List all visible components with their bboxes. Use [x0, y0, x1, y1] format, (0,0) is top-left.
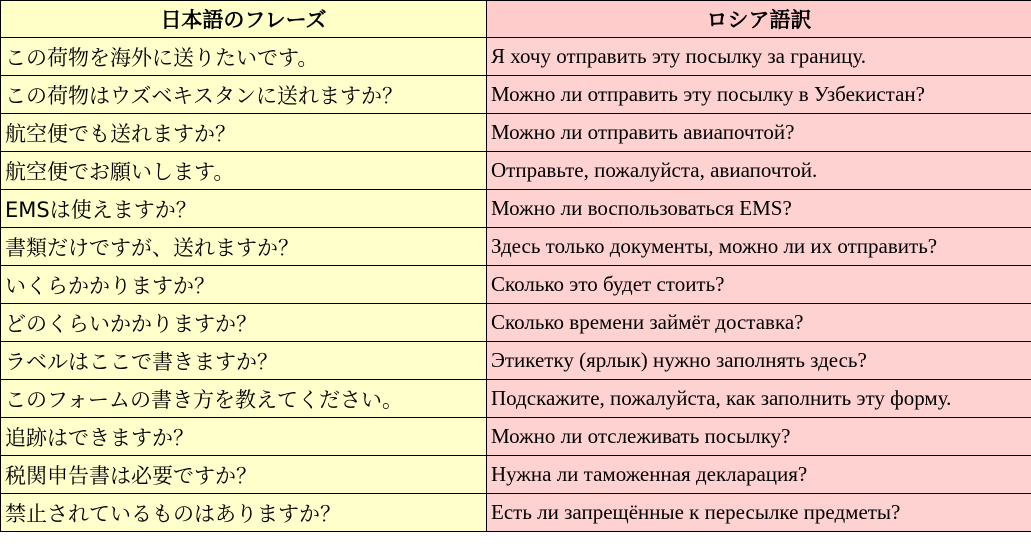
japanese-phrase-cell: 航空便でも送れますか？ [1, 114, 487, 152]
japanese-phrase-cell: いくらかかりますか？ [1, 266, 487, 304]
japanese-phrase-cell: この荷物はウズベキスタンに送れますか？ [1, 76, 487, 114]
table-row [1, 152, 1031, 190]
russian-translation-cell: Есть ли запрещённые к пересылке предметы? [487, 494, 1031, 532]
japanese-phrase-cell: 航空便でお願いします。 [1, 152, 487, 190]
table-row [1, 342, 1031, 380]
japanese-phrase-cell: 禁止されているものはありますか？ [1, 494, 487, 532]
table-body [1, 38, 1031, 532]
russian-translation-cell: Можно ли отслеживать посылку? [487, 418, 1031, 456]
header-japanese: 日本語のフレーズ [1, 1, 487, 38]
header-russian: ロシア語訳 [487, 1, 1031, 38]
table-row [1, 380, 1031, 418]
russian-translation-cell: Отправьте, пожалуйста, авиапочтой. [487, 152, 1031, 190]
russian-translation-cell: Сколько это будет стоить? [487, 266, 1031, 304]
russian-translation-cell: Я хочу отправить эту посылку за границу. [487, 38, 1031, 76]
japanese-phrase-cell: 追跡はできますか？ [1, 418, 487, 456]
table-row [1, 494, 1031, 532]
japanese-phrase-cell: 税関申告書は必要ですか？ [1, 456, 487, 494]
japanese-phrase-cell: このフォームの書き方を教えてください。 [1, 380, 487, 418]
japanese-phrase-cell: EMSは使えますか？ [1, 190, 487, 228]
japanese-phrase-cell: 書類だけですが、送れますか？ [1, 228, 487, 266]
table-row [1, 190, 1031, 228]
table-row [1, 266, 1031, 304]
japanese-phrase-cell: この荷物を海外に送りたいです。 [1, 38, 487, 76]
header-row [1, 1, 1031, 38]
russian-translation-cell: Можно ли отправить эту посылку в Узбекистан? [487, 76, 1031, 114]
table-row [1, 456, 1031, 494]
table-row [1, 38, 1031, 76]
japanese-phrase-cell: ラベルはここで書きますか？ [1, 342, 487, 380]
japanese-phrase-cell: どのくらいかかりますか？ [1, 304, 487, 342]
table-row [1, 114, 1031, 152]
table-row [1, 304, 1031, 342]
russian-translation-cell: Можно ли отправить авиапочтой? [487, 114, 1031, 152]
table-row [1, 418, 1031, 456]
table-row [1, 228, 1031, 266]
russian-translation-cell: Можно ли воспользоваться EMS? [487, 190, 1031, 228]
russian-translation-cell: Этикетку (ярлык) нужно заполнять здесь? [487, 342, 1031, 380]
russian-translation-cell: Нужна ли таможенная декларация? [487, 456, 1031, 494]
russian-translation-cell: Сколько времени займёт доставка? [487, 304, 1031, 342]
russian-translation-cell: Здесь только документы, можно ли их отправить? [487, 228, 1031, 266]
russian-translation-cell: Подскажите, пожалуйста, как заполнить эту форму. [487, 380, 1031, 418]
table-header [1, 1, 1031, 38]
table-row [1, 76, 1031, 114]
